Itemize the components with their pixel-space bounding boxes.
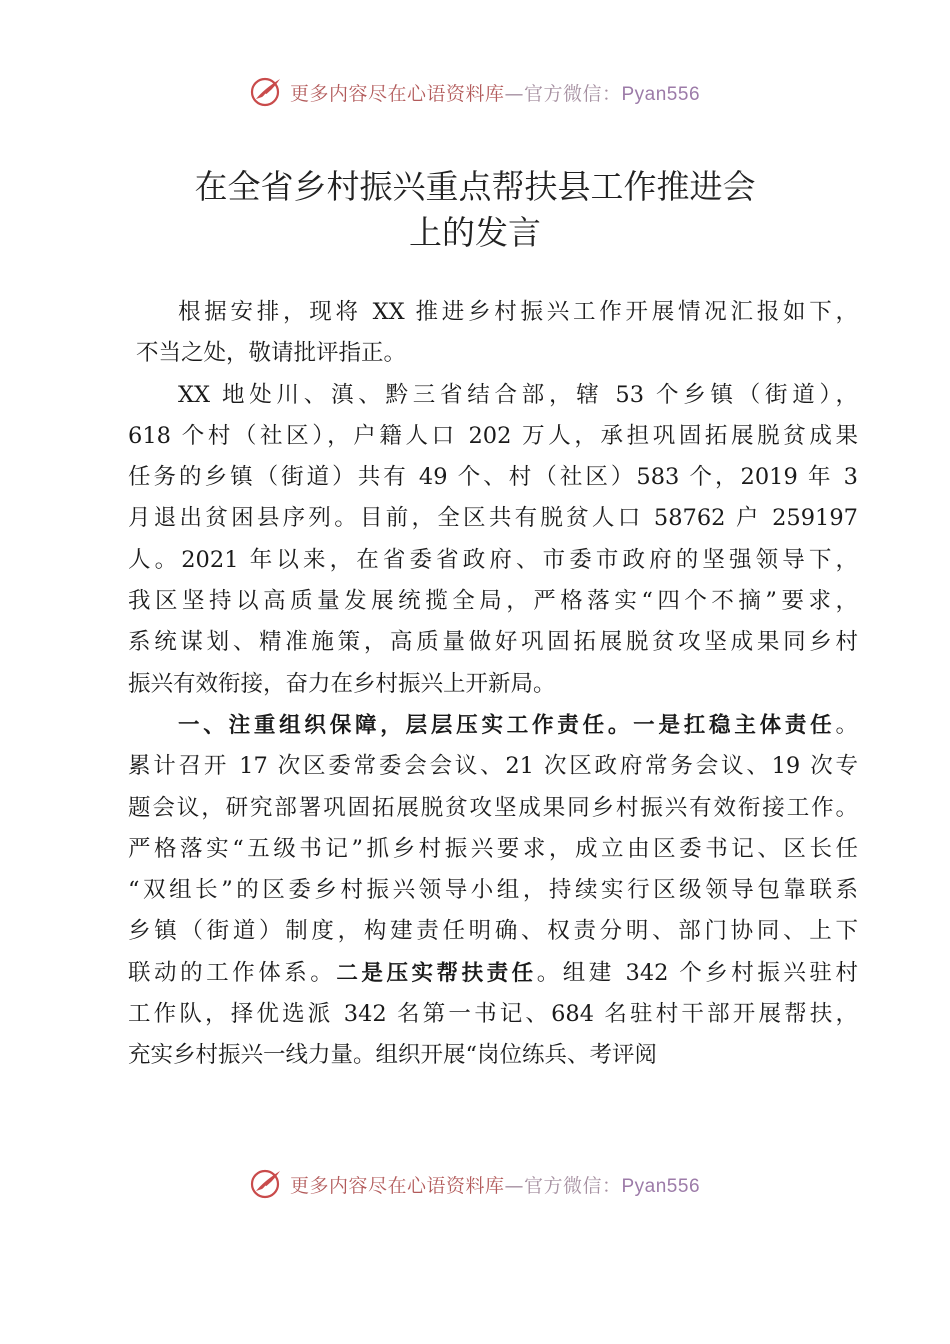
text-line: 乡镇（街道）制度，构建责任明确、权责分明、部门协同、上下 xyxy=(128,918,858,945)
text-line: 618 个村（社区），户籍人口 202 万人，承担巩固拓展脱贫成果 xyxy=(128,422,858,449)
text-line: 振兴有效衔接，奋力在乡村振兴上开新局。 xyxy=(128,670,556,697)
text-line: 人。2021 年以来，在省委省政府、市委市政府的坚强领导下， xyxy=(128,546,858,573)
text-line: XX 地处川、滇、黔三省结合部，辖 53 个乡镇（街道）， xyxy=(178,381,858,408)
text-line: 任务的乡镇（街道）共有 49 个、村（社区）583 个，2019 年 3 xyxy=(128,464,858,491)
text-line: 严格落实“五级书记”抓乡村振兴要求，成立由区委书记、区长任 xyxy=(128,835,858,862)
text-line: 累计召开 17 次区委常委会会议、21 次区政府常务会议、19 次专 xyxy=(128,753,858,780)
title-line-1: 在全省乡村振兴重点帮扶县工作推进会 xyxy=(194,167,756,206)
text-line: 工作队，择优选派 342 名第一书记、684 名驻村干部开展帮扶， xyxy=(128,1001,858,1028)
text-line: 我区坚持以高质量发展统揽全局，严格落实“四个不摘”要求， xyxy=(128,588,858,615)
subheading-2: 二是压实帮扶责任 xyxy=(336,960,537,986)
text-line: 月退出贫困县序列。目前，全区共有脱贫人口 58762 户 259197 xyxy=(128,505,858,532)
section-heading-line: 一、注重组织保障，层层压实工作责任。一是扛稳主体责任。 xyxy=(178,711,858,738)
text-line: “双组长”的区委乡村振兴领导小组，持续实行区级领导包靠联系 xyxy=(128,877,858,904)
title-line-2: 上的发言 xyxy=(409,213,541,252)
text-line: 根据安排，现将 XX 推进乡村振兴工作开展情况汇报如下， xyxy=(178,299,858,325)
document-title xyxy=(0,164,950,256)
text-line: 不当之处，敬请批评指正。 xyxy=(136,340,407,367)
subheading-1: 一是扛稳主体责任 xyxy=(633,712,836,738)
text-line: 联动的工作体系。二是压实帮扶责任。组建 342 个乡村振兴驻村 xyxy=(128,959,858,986)
text-line: 题会议，研究部署巩固拓展脱贫攻坚成果同乡村振兴有效衔接工作。 xyxy=(128,794,858,821)
watermark-text: 更多内容尽在心语资料库—官方微信：Pyan556 xyxy=(289,1174,701,1197)
text-line: 系统谋划、精准施策，高质量做好巩固拓展脱贫攻坚成果同乡村 xyxy=(128,629,858,656)
header-watermark xyxy=(0,72,950,112)
text-line: 充实乡村振兴一线力量。组织开展“岗位练兵、考评阅 xyxy=(128,1042,658,1069)
footer-watermark xyxy=(0,1164,950,1204)
watermark-text: 更多内容尽在心语资料库—官方微信：Pyan556 xyxy=(289,82,701,105)
section-heading: 一、注重组织保障，层层压实工作责任。 xyxy=(178,712,634,738)
document-body xyxy=(128,292,858,1077)
quill-logo-icon xyxy=(250,1167,284,1201)
quill-logo-icon xyxy=(250,75,284,109)
